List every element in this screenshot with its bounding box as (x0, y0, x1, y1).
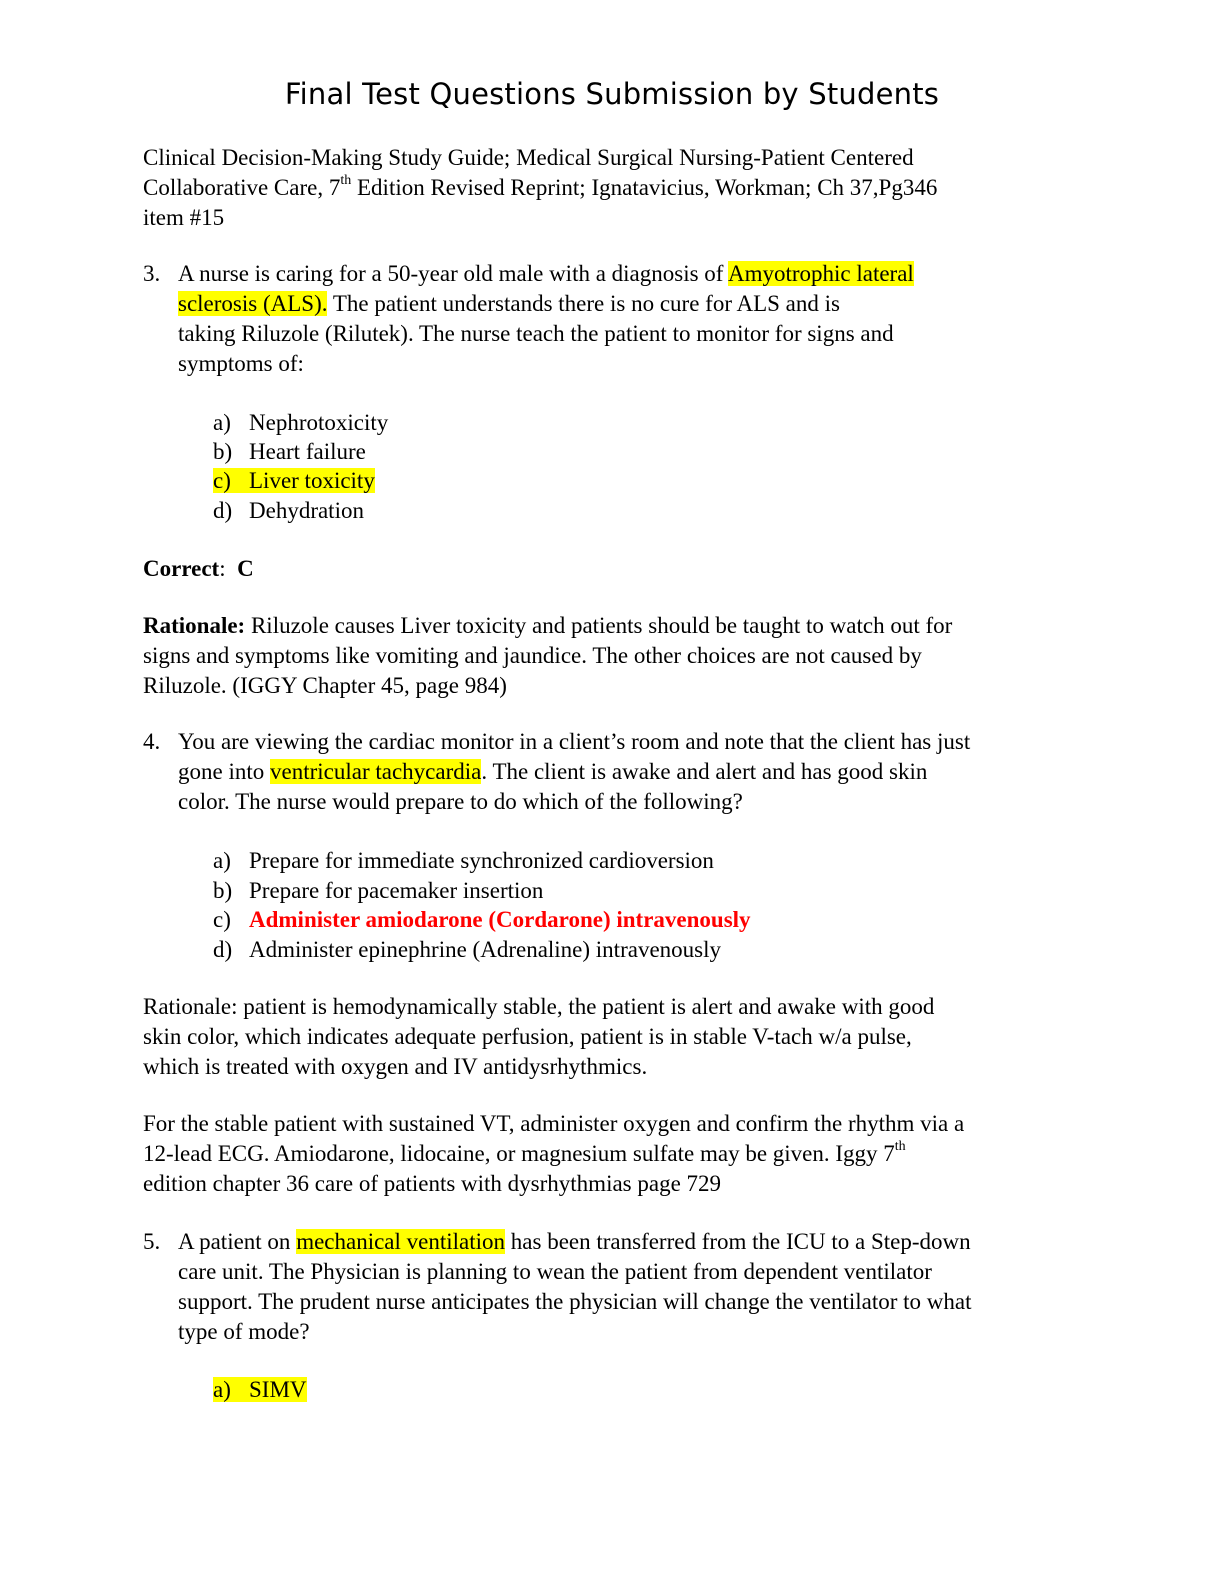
rationale-line: which is treated with oxygen and IV antidysrhythmics. (143, 1054, 648, 1079)
option-text: Liver toxicity (249, 468, 375, 493)
option-c-correct (213, 466, 375, 496)
question-line (178, 289, 1098, 319)
rationale-4 (143, 992, 1103, 1082)
question-text: A patient on (178, 1229, 297, 1254)
question-text: has been transferred from the ICU to a Step-down (505, 1229, 971, 1254)
option-text: Heart failure (249, 439, 366, 464)
option-letter: c) (213, 907, 231, 932)
question-text: The patient understands there is no cure for ALS and is (327, 291, 840, 316)
option-letter: c) (213, 468, 231, 493)
note-line: edition chapter 36 care of patients with dysrhythmias page 729 (143, 1171, 722, 1196)
correct-label: Correct (143, 556, 220, 581)
superscript: th (340, 173, 352, 189)
question-text: gone into (178, 759, 270, 784)
source-text: Edition Revised Reprint; Ignatavicius, Workman; Ch 37,Pg346 (351, 175, 938, 200)
note-text: 12-lead ECG. Amiodarone, lidocaine, or magnesium sulfate may be given. Iggy 7 (143, 1141, 895, 1166)
source-text: Collaborative Care, 7 (143, 175, 341, 200)
rationale-3 (143, 611, 1103, 701)
rationale-line: Riluzole. (IGGY Chapter 45, page 984) (143, 673, 507, 698)
highlighted-term: sclerosis (ALS). (178, 291, 328, 316)
option-a (213, 846, 714, 876)
option-letter: a) (213, 410, 231, 435)
question-5-text (178, 1227, 1098, 1347)
rationale-line: Rationale: patient is hemodynamically stable, the patient is alert and awake with good (143, 994, 935, 1019)
question-line: taking Riluzole (Rilutek). The nurse teach the patient to monitor for signs and (178, 321, 894, 346)
question-number: 4. (143, 729, 161, 754)
highlighted-term: Amyotrophic lateral (727, 261, 914, 286)
option-letter: a) (213, 1377, 231, 1402)
question-number: 5. (143, 1229, 161, 1254)
option-d (213, 496, 364, 526)
option-text: Nephrotoxicity (249, 410, 389, 435)
option-letter: b) (213, 439, 233, 464)
question-text: . The client is awake and alert and has good skin (481, 759, 928, 784)
note-4 (143, 1109, 1103, 1199)
rationale-line: signs and symptoms like vomiting and jaundice. The other choices are not caused by (143, 643, 922, 668)
option-text: Prepare for pacemaker insertion (249, 878, 544, 903)
question-line: type of mode? (178, 1319, 310, 1344)
option-text: Dehydration (249, 498, 364, 523)
note-line: For the stable patient with sustained VT, administer oxygen and confirm the rhythm via a (143, 1111, 965, 1136)
rationale-line (143, 611, 1103, 641)
option-text: Administer epinephrine (Adrenaline) intravenously (249, 937, 721, 962)
highlighted-term: ventricular tachycardia (270, 759, 482, 784)
source-citation (143, 143, 1103, 233)
rationale-label: Rationale: (143, 613, 246, 638)
option-letter: a) (213, 848, 231, 873)
option-a (213, 408, 388, 438)
source-line (143, 173, 1103, 203)
option-text: Prepare for immediate synchronized cardioversion (249, 848, 714, 873)
note-line (143, 1139, 1103, 1169)
option-a-correct (213, 1375, 307, 1405)
question-line: You are viewing the cardiac monitor in a client’s room and note that the client has just (178, 729, 971, 754)
option-letter: d) (213, 498, 233, 523)
option-letter: d) (213, 937, 233, 962)
option-b (213, 437, 366, 467)
question-line: care unit. The Physician is planning to wean the patient from dependent ventilator (178, 1259, 932, 1284)
superscript: th (894, 1139, 906, 1155)
highlighted-term: mechanical ventilation (296, 1229, 506, 1254)
source-line: Clinical Decision-Making Study Guide; Medical Surgical Nursing-Patient Centered (143, 145, 914, 170)
page-title: Final Test Questions Submission by Students (284, 77, 940, 111)
option-letter: b) (213, 878, 233, 903)
source-line: item #15 (143, 205, 225, 230)
question-line (178, 259, 1098, 289)
question-line: support. The prudent nurse anticipates the physician will change the ventilator to what (178, 1289, 972, 1314)
option-text: SIMV (249, 1377, 307, 1402)
question-4-text (178, 727, 1098, 817)
correct-answer: Correct: C (143, 556, 254, 581)
rationale-text: Riluzole causes Liver toxicity and patients should be taught to watch out for (245, 613, 953, 638)
question-line (178, 757, 1098, 787)
option-b (213, 876, 543, 906)
option-text: Administer amiodarone (Cordarone) intravenously (249, 907, 751, 932)
question-line (178, 1227, 1098, 1257)
question-line: symptoms of: (178, 351, 304, 376)
question-number: 3. (143, 261, 161, 286)
option-d (213, 935, 721, 965)
correct-value: C (237, 556, 254, 581)
question-text: A nurse is caring for a 50-year old male with a diagnosis of (178, 261, 728, 286)
question-3-text (178, 259, 1098, 379)
question-line: color. The nurse would prepare to do which of the following? (178, 789, 743, 814)
rationale-line: skin color, which indicates adequate perfusion, patient is in stable V-tach w/a pulse, (143, 1024, 912, 1049)
option-c-correct (213, 905, 751, 935)
